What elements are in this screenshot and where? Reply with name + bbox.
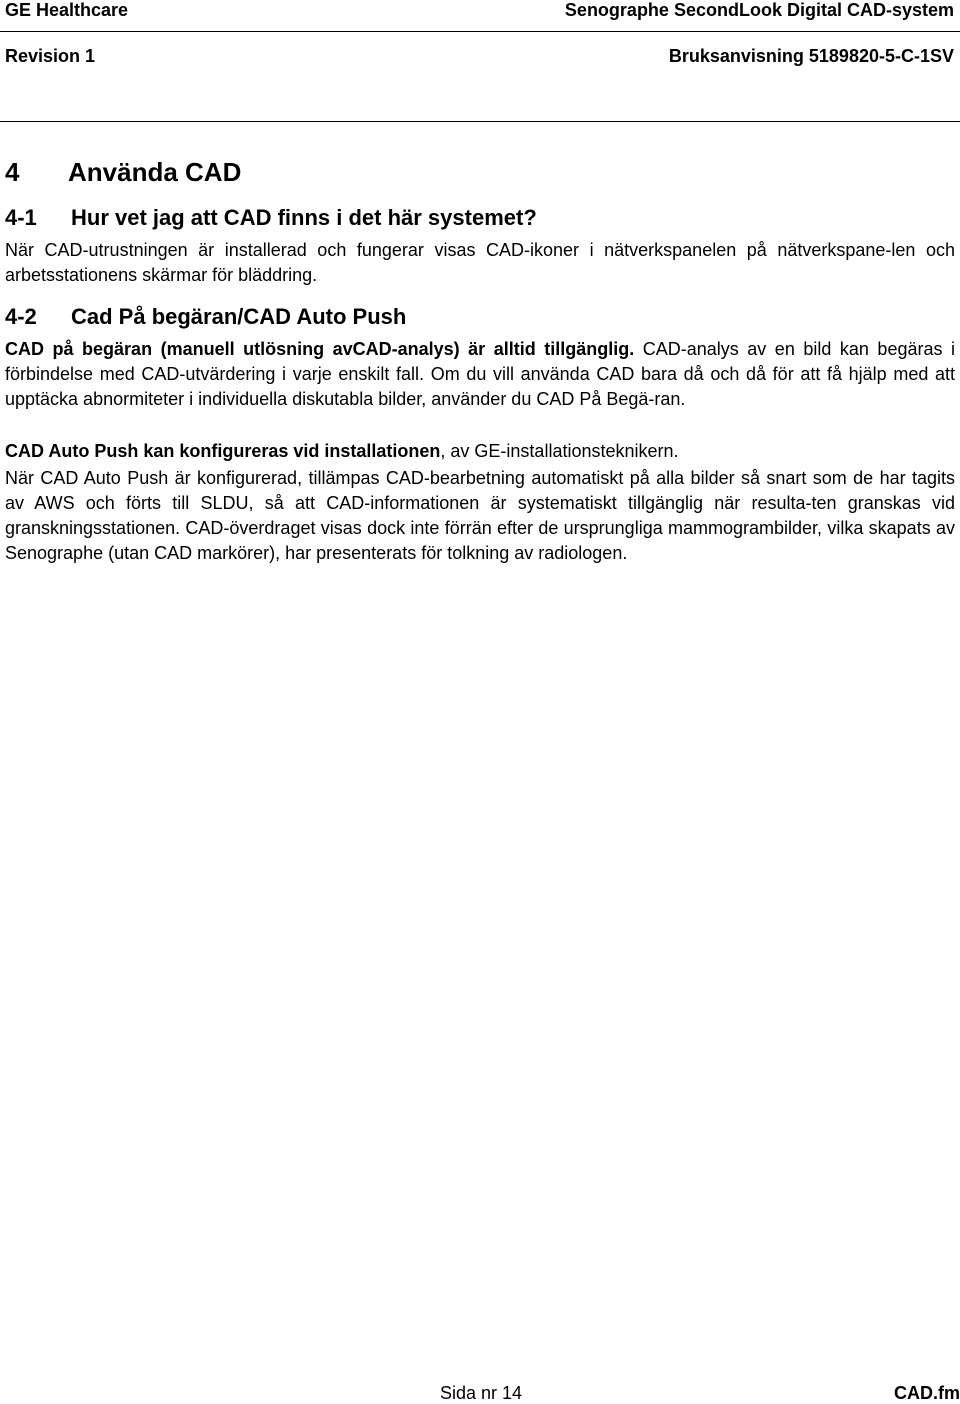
page-header-bottom <box>5 46 954 67</box>
section-4-2-paragraph-3: När CAD Auto Push är konfigurerad, tillämpas CAD-bearbetning automatiskt på alla bilder så snart som de har tagits av AWS och förts till SLDU, så att CAD-informationen är systematiskt tillgänglig när resulta-ten granskas vid granskningsstationen. CAD-överdraget visas dock inte förrän efter de ursprungliga mammogrambilder, vilka skapats av Senographe (utan CAD markörer), har presenterats för tolkning av radiologen. <box>5 468 955 563</box>
section-4-2-paragraph-2 <box>5 439 955 464</box>
section-heading-4-1 <box>5 205 537 231</box>
page-number: Sida nr 14 <box>440 1383 523 1403</box>
manual-number: Bruksanvisning 5189820-5-C-1SV <box>668 46 954 66</box>
product-name: Senographe SecondLook Digital CAD-system <box>564 0 954 20</box>
emphasis-text: CAD på begäran (manuell utlösning avCAD-analys) är alltid tillgänglig. <box>5 339 635 359</box>
file-name: CAD.fm <box>894 1383 960 1403</box>
section-title: Hur vet jag att CAD finns i det här systemet? <box>71 205 537 230</box>
section-number: 4-1 <box>5 205 37 230</box>
page-header-top <box>5 0 954 21</box>
revision-label: Revision 1 <box>5 46 96 66</box>
header-bottom-divider <box>0 121 960 122</box>
section-4-2-paragraph-1 <box>5 337 955 412</box>
body-text: , av GE-installationsteknikern. <box>440 441 679 461</box>
chapter-title: Använda CAD <box>68 157 242 187</box>
section-4-1-paragraph: När CAD-utrustningen är installerad och fungerar visas CAD-ikoner i nätverkspanelen på nätverkspane-len och arbetsstationens skärmar för bläddring. <box>5 240 955 285</box>
chapter-number: 4 <box>5 157 20 187</box>
emphasis-text: CAD Auto Push kan konfigureras vid installationen <box>5 441 441 461</box>
body-text: CAD-analys av en bild kan begäras i förbindelse med CAD-utvärdering i varje enskilt fall. Om du vill använda CAD bara då och då för att få hjälp med att upptäcka abnormiteter i individuella diskutabla bilder, använder du CAD På Begä-ran. <box>5 339 955 409</box>
header-divider <box>0 31 960 32</box>
section-number: 4-2 <box>5 304 37 329</box>
company-name: GE Healthcare <box>5 0 129 20</box>
chapter-heading <box>5 157 241 188</box>
section-title: Cad På begäran/CAD Auto Push <box>71 304 407 329</box>
section-heading-4-2 <box>5 304 406 330</box>
